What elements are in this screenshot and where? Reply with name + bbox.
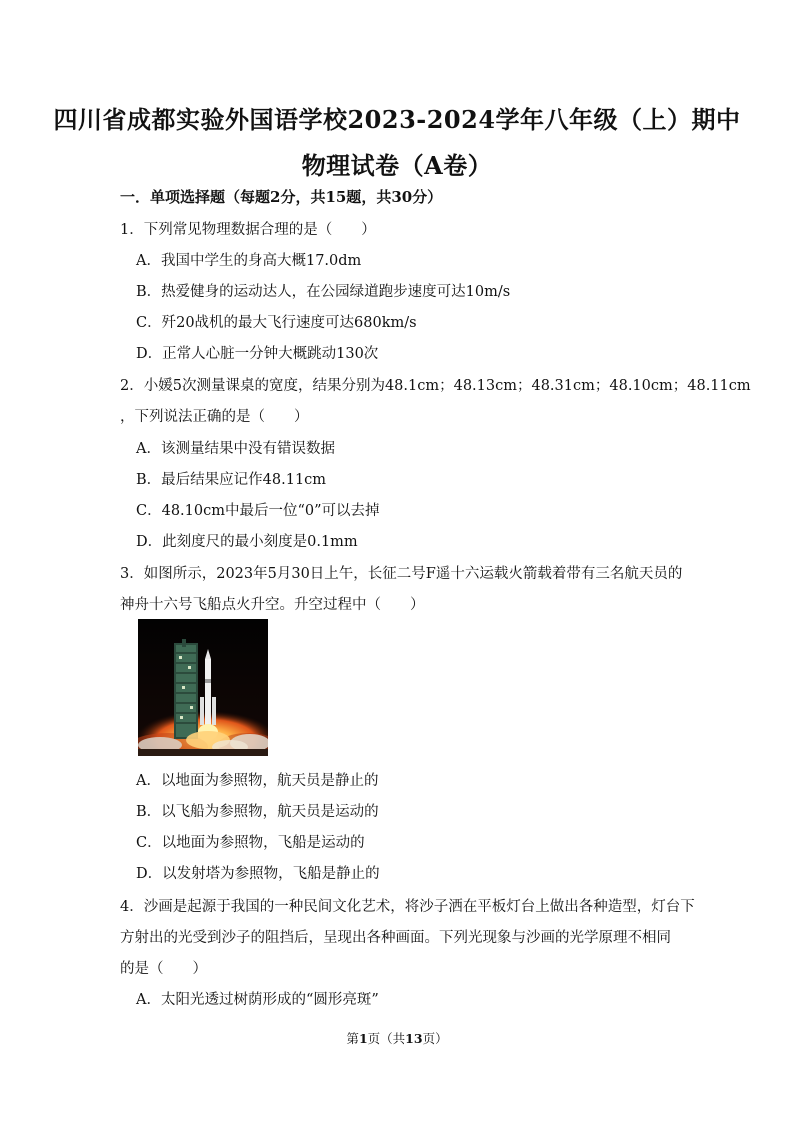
question-3-option-c: C．以地面为参照物，飞船是运动的 (136, 835, 365, 851)
question-3-option-d: D．以发射塔为参照物，飞船是静止的 (136, 866, 380, 882)
footer-middle: 页（共 (367, 1031, 406, 1046)
question-2-option-d: D．此刻度尺的最小刻度是0.1mm (136, 534, 358, 550)
footer-prefix: 第 (346, 1031, 359, 1046)
rocket-launch-photo (138, 619, 268, 756)
question-1-option-b: B．热爱健身的运动达人，在公园绿道跑步速度可达10m/s (136, 284, 511, 300)
rocket-launch-illustration (138, 619, 268, 756)
question-1-stem: 1．下列常见物理数据合理的是（ ） (120, 222, 376, 238)
footer-total-pages: 13 (405, 1031, 423, 1046)
question-2-option-b: B．最后结果应记作48.11cm (136, 472, 327, 488)
section-heading: 一．单项选择题（每题2分，共15题，共30分） (120, 188, 443, 206)
question-2-stem-line-1: 2．小媛5次测量课桌的宽度，结果分别为48.1cm；48.13cm；48.31cm；48.10cm；48.11cm (120, 378, 751, 394)
question-3-option-a: A．以地面为参照物，航天员是静止的 (136, 773, 379, 789)
footer-page-number: 1 (358, 1031, 368, 1046)
question-4-stem-line-2: 方射出的光受到沙子的阻挡后，呈现出各种画面。下列光现象与沙画的光学原理不相同 (120, 930, 671, 946)
exam-title-line-2: 物理试卷（A卷） (301, 151, 493, 180)
page-footer (0, 1029, 794, 1047)
question-3-stem-line-2: 神舟十六号飞船点火升空。升空过程中（ ） (120, 597, 425, 613)
question-3-stem-line-1: 3．如图所示，2023年5月30日上午，长征二号F遥十六运载火箭载着带有三名航天员的 (120, 566, 683, 582)
footer-suffix: 页） (422, 1031, 448, 1046)
question-4-stem-line-3: 的是（ ） (120, 961, 207, 977)
question-2-option-c: C．48.10cm中最后一位“0”可以去掉 (136, 503, 380, 519)
question-2-option-a: A．该测量结果中没有错误数据 (136, 441, 335, 457)
exam-title-line-1: 四川省成都实验外国语学校2023-2024学年八年级（上）期中 (53, 105, 741, 134)
question-1-option-c: C．歼20战机的最大飞行速度可达680km/s (136, 315, 417, 331)
question-3-option-b: B．以飞船为参照物，航天员是运动的 (136, 804, 379, 820)
question-2-stem-line-2: ，下列说法正确的是（ ） (120, 409, 309, 425)
question-1-option-a: A．我国中学生的身高大概17.0dm (136, 253, 362, 269)
question-1-option-d: D．正常人心脏一分钟大概跳动130次 (136, 346, 379, 362)
question-4-option-a: A．太阳光透过树荫形成的“圆形亮斑” (136, 992, 379, 1008)
question-4-stem-line-1: 4．沙画是起源于我国的一种民间文化艺术，将沙子洒在平板灯台上做出各种造型，灯台下 (120, 899, 695, 915)
